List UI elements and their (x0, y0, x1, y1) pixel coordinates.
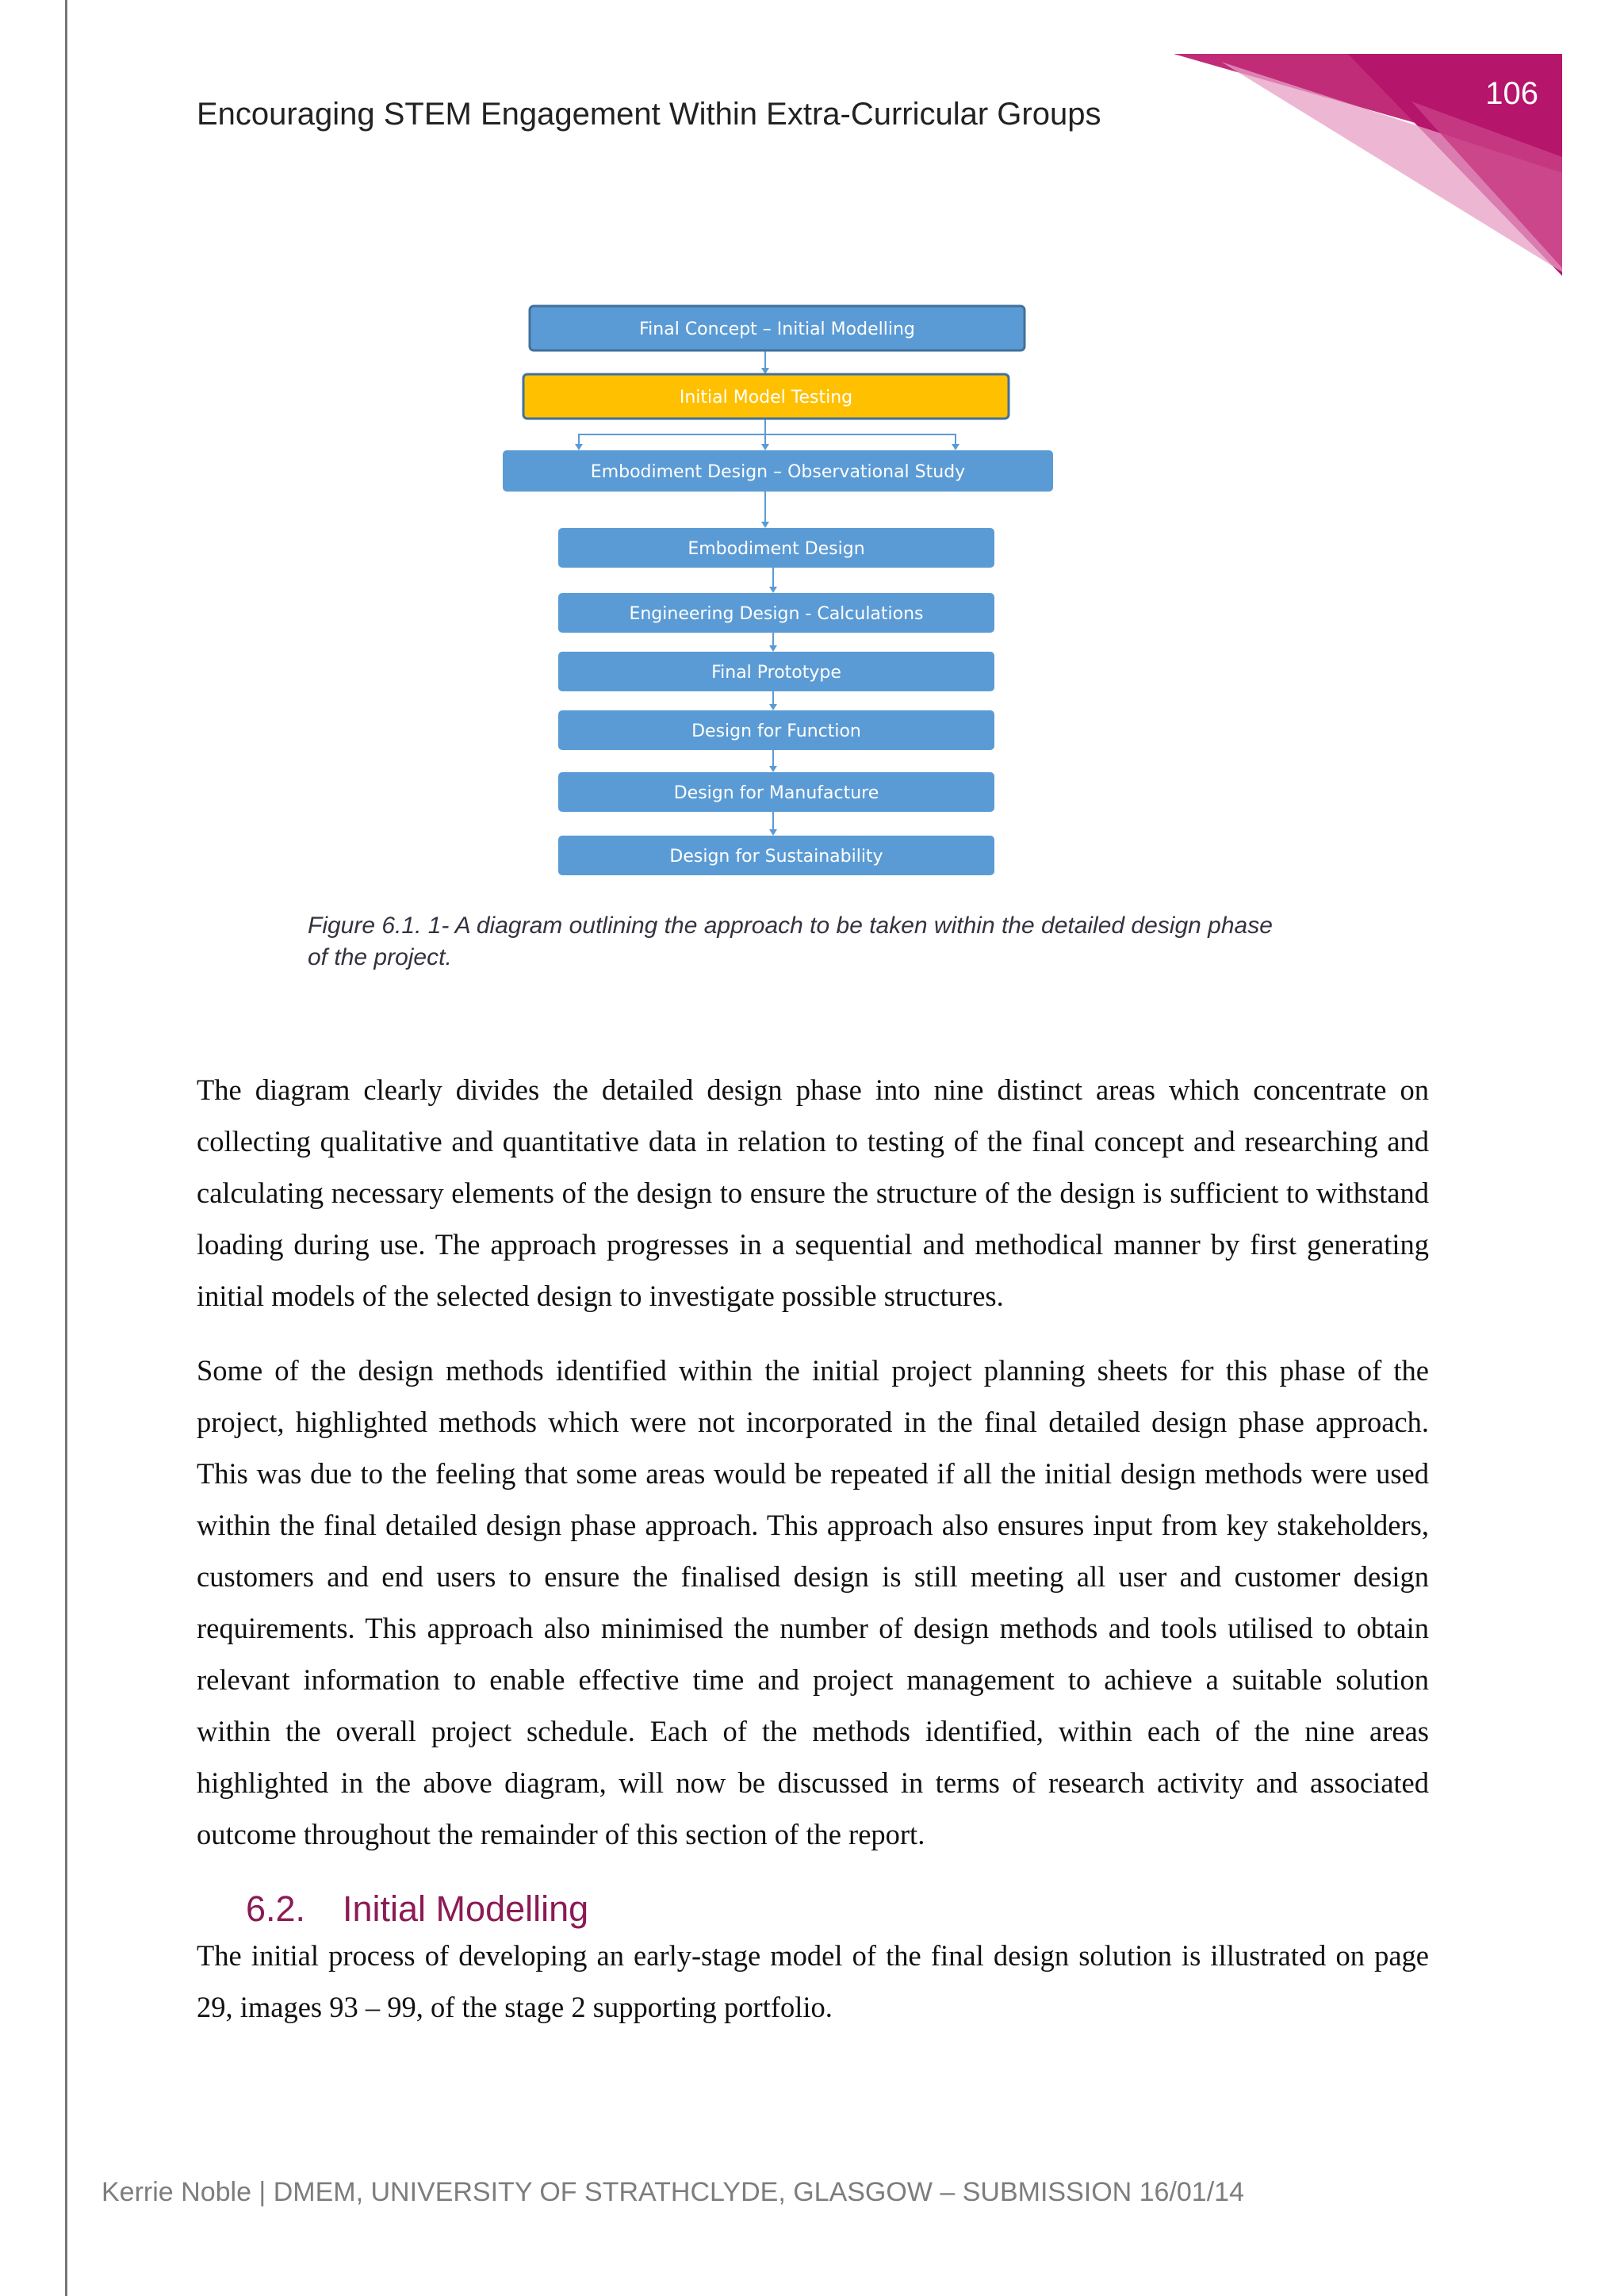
figure-caption: Figure 6.1. 1- A diagram outlining the approach to be taken within the detailed design phase of the project. (308, 913, 1273, 970)
flow-step-label: Final Concept – Initial Modelling (639, 320, 915, 339)
flow-step (558, 772, 994, 812)
flow-arrow (575, 436, 583, 450)
body-paragraph-1: The diagram clearly divides the detailed design phase into nine distinct areas which concentrate on collecting qualitative and quantitative data in relation to testing of the final concept and researching and calculating necessary elements of the design to ensure the structure of the design is sufficient to withstand loading during use. The approach progresses in a sequential and methodical manner by first generating initial models of the selected design to investigate possible structures. (197, 1073, 1429, 1312)
flow-step-label: Embodiment Design – Observational Study (590, 462, 966, 482)
running-header-title: Encouraging STEM Engagement Within Extra-Curricular Groups (197, 97, 1101, 132)
left-margin-rule (65, 0, 67, 2296)
section-heading (246, 1888, 588, 1930)
flow-step-label: Engineering Design - Calculations (629, 604, 924, 624)
flow-step (558, 528, 994, 568)
flow-step (558, 652, 994, 691)
flow-arrow (952, 436, 959, 450)
flow-step (558, 836, 994, 875)
flow-arrow (769, 750, 777, 772)
flow-step (558, 710, 994, 750)
section-number: 6.2. (246, 1888, 306, 1929)
flow-step-label: Design for Sustainability (669, 847, 883, 867)
flow-arrow (769, 568, 777, 593)
design-phase-flowchart (492, 293, 1063, 880)
flow-step-label: Embodiment Design (688, 539, 865, 559)
page-number: 106 (1485, 76, 1538, 111)
flow-arrow (761, 492, 769, 528)
section-paragraph: The initial process of developing an early-stage model of the final design solution is illustrated on page 29, images 93 – 99, of the stage 2 supporting portfolio. (197, 1939, 1429, 2023)
page-footer: Kerrie Noble | DMEM, UNIVERSITY OF STRATHCLYDE, GLASGOW – SUBMISSION 16/01/14 (102, 2177, 1244, 2207)
section-title: Initial Modelling (343, 1888, 589, 1929)
flow-branch-connector (579, 434, 956, 442)
flow-step-label: Design for Manufacture (673, 783, 879, 803)
flow-arrow (769, 691, 777, 710)
flow-arrow (769, 633, 777, 652)
flow-arrow (761, 350, 769, 374)
flow-arrow (769, 812, 777, 836)
flow-step (530, 306, 1025, 350)
flow-step-label: Initial Model Testing (679, 388, 853, 408)
flow-step-label: Final Prototype (711, 663, 841, 683)
flow-step (558, 593, 994, 633)
body-paragraph-2: Some of the design methods identified within the initial project planning sheets for this phase of the project, highlighted methods which were not incorporated in the final detailed design phase approach. This was due to the feeling that some areas would be repeated if all the initial design methods were used within the final detailed design phase approach. This approach also ensures input from key stakeholders, customers and end users to ensure the finalised design is still meeting all user and customer design requirements. This approach also minimised the number of design methods and tools utilised to obtain relevant information to enable effective time and project management to achieve a suitable solution within the overall project schedule. Each of the methods identified, within each of the nine areas highlighted in the above diagram, will now be discussed in terms of research activity and associated outcome throughout the remainder of this section of the report. (197, 1354, 1429, 1850)
flow-step-label: Design for Function (691, 721, 861, 741)
flow-step (523, 374, 1009, 419)
flow-step (503, 450, 1053, 492)
